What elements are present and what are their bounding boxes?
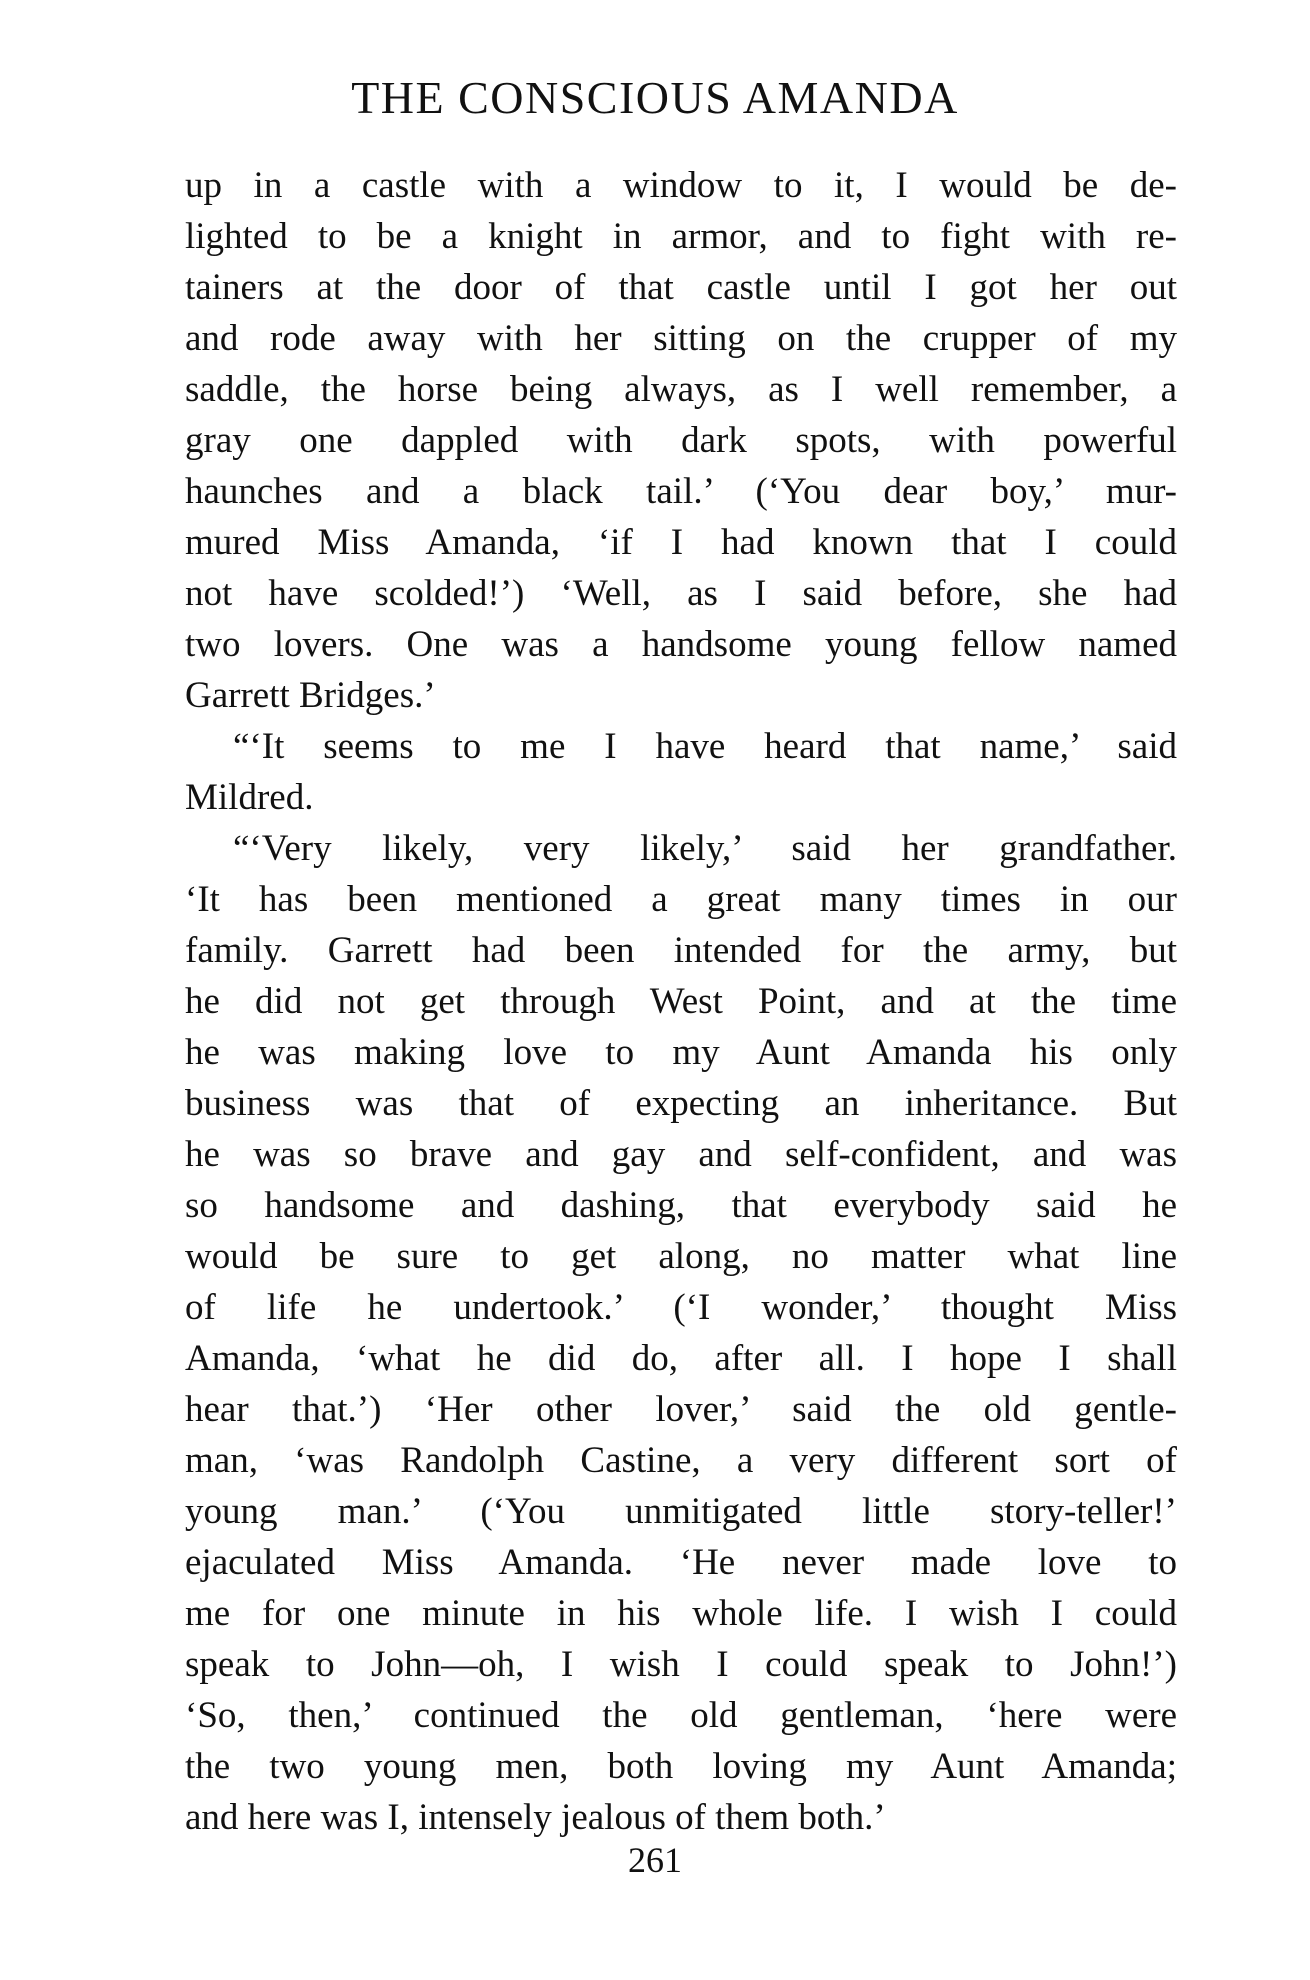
text-line: haunches and a black tail.’ (‘You dear boy,’ mur- [185, 471, 1177, 512]
text-line: ‘So, then,’ continued the old gentleman, ‘here were [185, 1695, 1177, 1736]
text-line: Mildred. [185, 777, 314, 818]
text-line: man, ‘was Randolph Castine, a very different sort of [185, 1440, 1177, 1481]
text-line: two lovers. One was a handsome young fellow named [185, 624, 1177, 665]
text-line: tainers at the door of that castle until I got her out [185, 267, 1177, 308]
text-line: mured Miss Amanda, ‘if I had known that I could [185, 522, 1177, 563]
text-line: ejaculated Miss Amanda. ‘He never made love to [185, 1542, 1177, 1583]
page-number: 261 [628, 1840, 682, 1880]
body-text [185, 160, 1177, 1843]
text-line: “‘It seems to me I have heard that name,’ said [233, 726, 1177, 767]
text-line: me for one minute in his whole life. I wish I could [185, 1593, 1177, 1634]
text-line: gray one dappled with dark spots, with powerful [185, 420, 1177, 461]
text-line: so handsome and dashing, that everybody said he [185, 1185, 1177, 1226]
running-head: THE CONSCIOUS AMANDA [351, 72, 959, 123]
text-line: up in a castle with a window to it, I would be de- [185, 165, 1177, 206]
text-line: he was so brave and gay and self-confident, and was [185, 1134, 1177, 1175]
text-line: Garrett Bridges.’ [185, 675, 436, 716]
text-line: Amanda, ‘what he did do, after all. I hope I shall [185, 1338, 1177, 1379]
text-line: would be sure to get along, no matter what line [185, 1236, 1177, 1277]
text-line: and rode away with her sitting on the crupper of my [185, 318, 1177, 359]
text-line: hear that.’) ‘Her other lover,’ said the old gentle- [185, 1389, 1177, 1430]
text-line: saddle, the horse being always, as I well remember, a [185, 369, 1177, 410]
text-line: he was making love to my Aunt Amanda his only [185, 1032, 1177, 1073]
text-line: lighted to be a knight in armor, and to fight with re- [185, 216, 1177, 257]
text-line: ‘It has been mentioned a great many times in our [185, 879, 1177, 920]
text-line: “‘Very likely, very likely,’ said her grandfather. [233, 828, 1177, 869]
text-line: speak to John—oh, I wish I could speak to John!’) [185, 1644, 1177, 1685]
text-line: of life he undertook.’ (‘I wonder,’ thought Miss [185, 1287, 1177, 1328]
text-line: family. Garrett had been intended for the army, but [185, 930, 1177, 971]
text-line: not have scolded!’) ‘Well, as I said before, she had [185, 573, 1177, 614]
text-line: business was that of expecting an inheritance. But [185, 1083, 1177, 1124]
text-line: the two young men, both loving my Aunt Amanda; [185, 1746, 1177, 1787]
text-line: young man.’ (‘You unmitigated little story-teller!’ [185, 1491, 1177, 1532]
text-line: he did not get through West Point, and at the time [185, 981, 1177, 1022]
text-line: and here was I, intensely jealous of them both.’ [185, 1797, 886, 1838]
